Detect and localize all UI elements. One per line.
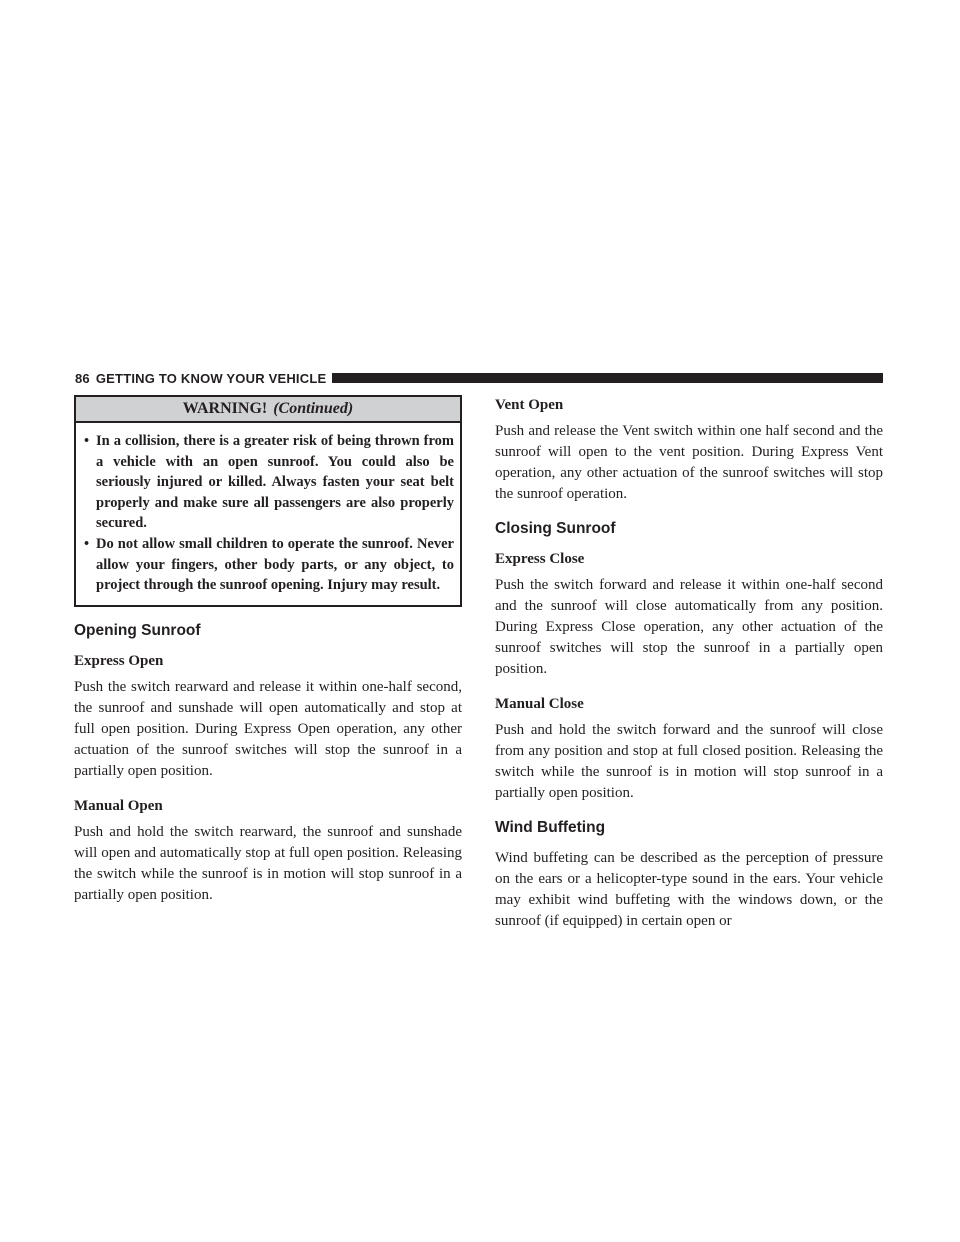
subheading-vent-open: Vent Open: [495, 397, 564, 413]
warning-continued: (Continued): [273, 400, 354, 417]
subheading-express-close: Express Close: [495, 551, 585, 567]
warning-item: [84, 431, 454, 534]
subheading-manual-close: Manual Close: [495, 696, 584, 712]
subheading-manual-open: Manual Open: [74, 797, 163, 814]
paragraph-vent-open: Push and release the Vent switch within one half second and the sunroof will open to the vent position. During Express Vent operation, any other actuation of the sunroof switches will stop the sunroof operation.: [495, 423, 883, 502]
paragraph-express-open: Push the switch rearward and release it within one-half second, the sunroof and sunshade will open automatically and stop at full open position. During Express Open operation, any other actuation of the sunroof switches will stop the sunroof in a partially open position.: [74, 678, 462, 779]
paragraph-express-close: Push the switch forward and release it within one-half second and the sunroof will close automatically from any position. During Express Close operation, any other actuation of the sunroof switches will stop the sunroof in a partially open position.: [495, 577, 883, 677]
warning-item: [84, 534, 454, 596]
bullet-icon: •: [84, 433, 90, 449]
right-column: [495, 395, 883, 946]
warning-list: [76, 423, 460, 605]
header-rule: [332, 373, 883, 383]
heading-closing-sunroof: Closing Sunroof: [495, 520, 616, 537]
section-title: GETTING TO KNOW YOUR VEHICLE: [95, 370, 327, 386]
paragraph-wind-buffeting: Wind buffeting can be described as the perception of pressure on the ears or a helicopter-type sound in the ears. Your vehicle may exhibit wind buffeting with the windows down, or the sunroof (if equipped) in certain open or: [495, 850, 883, 929]
page-header: [75, 369, 883, 387]
warning-header: [76, 397, 460, 423]
subheading-express-open: Express Open: [74, 652, 164, 669]
warning-item-text: In a collision, there is a greater risk of being thrown from a vehicle with an open sunroof. You could also be seriously injured or killed. Always fasten your seat belt properly and make sure all passengers are also properly secured.: [96, 433, 454, 532]
warning-label: WARNING!: [182, 400, 268, 417]
left-column: [74, 395, 462, 920]
paragraph-manual-open: Push and hold the switch rearward, the sunroof and sunshade will open and automatically stop at full open position. Releasing the switch while the sunroof is in motion will stop sunroof in a partially open position.: [74, 823, 462, 903]
warning-item-text: Do not allow small children to operate the sunroof. Never allow your fingers, other body parts, or any object, to project through the sunroof opening. Injury may result.: [96, 535, 454, 594]
bullet-icon: •: [84, 535, 90, 552]
heading-wind-buffeting: Wind Buffeting: [495, 819, 606, 836]
warning-box: [74, 395, 462, 607]
page-number: 86: [75, 370, 90, 386]
paragraph-manual-close: Push and hold the switch forward and the sunroof will close from any position and stop at full closed position. Releasing the switch while the sunroof is in motion will stop sunroof in a partially open position.: [495, 722, 883, 801]
heading-opening-sunroof: Opening Sunroof: [74, 621, 201, 639]
